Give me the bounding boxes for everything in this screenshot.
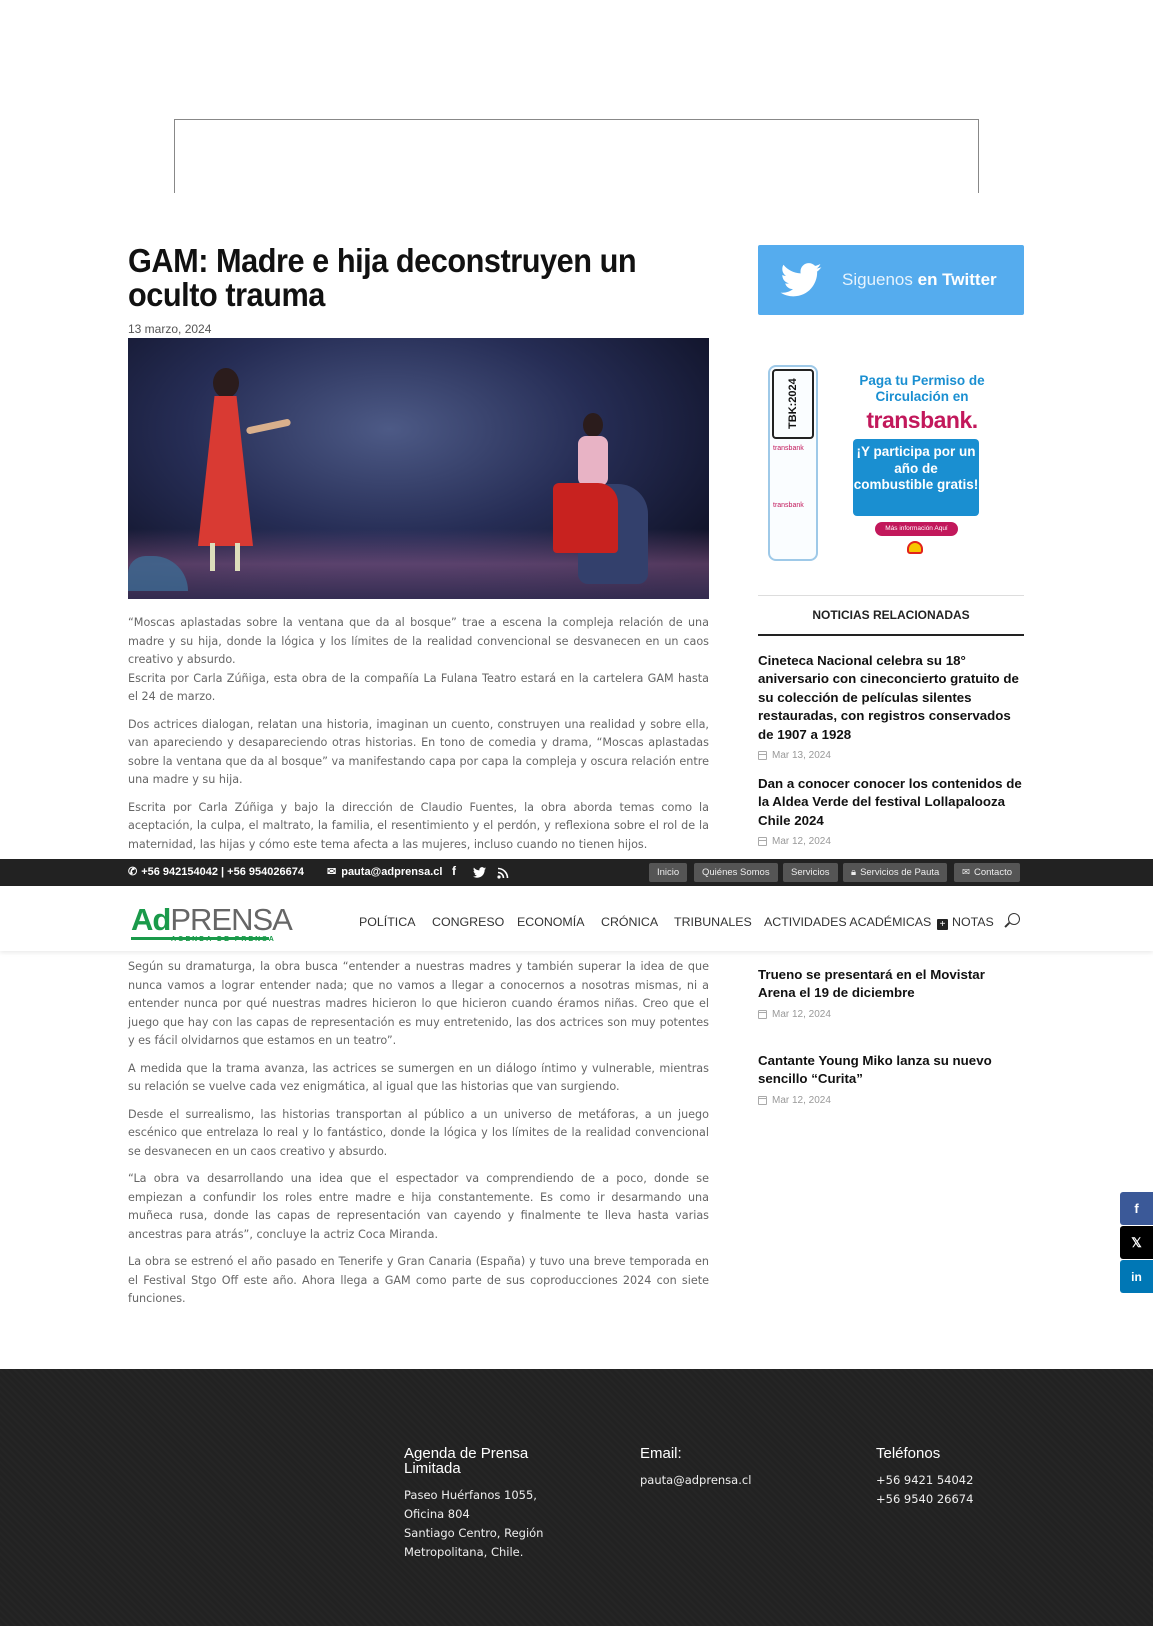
related-news-header: NOTICIAS RELACIONADAS — [758, 595, 1024, 636]
footer-address-line: Metropolitana, Chile. — [404, 1545, 524, 1559]
lock-icon: 🔒︎ — [851, 867, 857, 878]
footer-company — [404, 1446, 554, 1562]
facebook-icon: f — [1134, 1201, 1139, 1216]
nav-congreso[interactable]: CONGRESO — [432, 915, 505, 929]
twitter-follow-button[interactable] — [758, 245, 1024, 315]
shell-logo — [907, 541, 923, 554]
nav-tribunales[interactable]: TRIBUNALES — [674, 915, 752, 929]
contact-email[interactable]: ✉ pauta@adprensa.cl — [327, 865, 443, 878]
paragraph: Escrita por Carla Zúñiga y bajo la dirección de Claudio Fuentes, la obra aborda temas como la aceptación, la culpa, el maltrato, la familia, el resentimiento y el perdón, y reflexiona sobre el rol de la maternidad, las hijas y cómo este tema afecta a las mujeres, incluso cuando no tienen hijos. — [128, 800, 709, 851]
article-date: 13 marzo, 2024 — [128, 322, 212, 336]
phone-brand: transbank — [773, 445, 804, 452]
news-date: Mar 13, 2024 — [772, 750, 831, 762]
calendar-icon — [758, 837, 767, 846]
paragraph: Según su dramaturga, la obra busca “entender a nuestras madres y también superar la idea de que nunca vamos a lograr entender nada; que no vamos a llegar a conocernos a nosotras mismas, ni a entender nunca por qué nuestras madres hicieron lo que hicieron cuando éramos niñas. Creo que el juego que hay con las capas de representación es muy entretenido, las dos actrices son muy potentes y es fácil olvidarnos que estamos en un teatro”. — [128, 960, 709, 1047]
paragraph: Dos actrices dialogan, relatan una historia, imaginan un cuento, construyen una realidad y sobre ella, van apareciendo y desapareciendo otras historias. En tono de comedia y drama, “Moscas aplastadas sobre la ventana que da al bosque” va manifestando capa por capa la compleja y oscura relación entre una madre y su hija. — [128, 717, 709, 786]
news-item[interactable] — [758, 652, 1024, 761]
promo-headline: Paga tu Permiso de Circulación en — [859, 373, 985, 404]
promo-more-info-button[interactable]: Más información Aquí — [875, 522, 958, 536]
linkedin-icon: in — [1131, 1269, 1142, 1284]
footer-phones-title: Teléfonos — [876, 1445, 941, 1462]
rss-icon[interactable] — [497, 867, 509, 879]
twitter-icon — [780, 263, 822, 297]
paragraph: Desde el surrealismo, las historias transportan al público a un universo de metáforas, a un juego escénico que entrelaza lo real y lo fantástico, donde la lógica y los límites de la realidad convencional se desvanecen en un caos creativo y absurdo. — [128, 1107, 709, 1158]
article-photo — [128, 338, 709, 599]
article-title: GAM: Madre e hija deconstruyen un oculto trauma — [128, 242, 637, 313]
topbar-inicio-button[interactable]: Inicio — [649, 863, 687, 882]
topbar-servicios-pauta-button[interactable]: 🔒︎ Servicios de Pauta — [843, 863, 947, 882]
topbar-quienes-somos-button[interactable]: Quiénes Somos — [694, 863, 778, 882]
calendar-icon — [758, 751, 767, 760]
footer-address-line: Paseo Huérfanos 1055, — [404, 1488, 537, 1502]
footer-phones — [876, 1446, 973, 1509]
facebook-icon[interactable]: f — [452, 864, 456, 878]
footer-email-link[interactable]: pauta@adprensa.cl — [640, 1473, 752, 1487]
footer-address-line: Oficina 804 — [404, 1507, 470, 1521]
adprensa-logo[interactable]: AdPRENSA AGENDA DE PRENSA — [131, 902, 292, 943]
news-date: Mar 12, 2024 — [772, 836, 831, 848]
news-title[interactable]: Trueno se presentará en el Movistar Arena el 19 de diciembre — [758, 967, 985, 1001]
nav-economia[interactable]: ECONOMÍA — [517, 915, 585, 929]
topbar-servicios-button[interactable]: Servicios — [783, 863, 838, 882]
calendar-icon — [758, 1096, 767, 1105]
paragraph: “La obra va desarrollando una idea que el espectador va comprendiendo de a poco, donde se empiezan a confundir los roles entre madre e hija constantemente. Es como ir desarmando una muñeca rusa, donde las capas de representación van cayendo y finalmente te lleva hasta varias ancestras para atrás”, concluye la actriz Coca Miranda. — [128, 1172, 709, 1241]
main-navbar — [0, 886, 1153, 951]
footer-phone: +56 9540 26674 — [876, 1492, 974, 1506]
footer-address-line: Santiago Centro, Región — [404, 1526, 544, 1540]
news-date: Mar 12, 2024 — [772, 1008, 831, 1020]
phone-brand: transbank — [773, 502, 804, 509]
envelope-icon: ✉ — [327, 866, 337, 878]
calendar-icon — [758, 1010, 767, 1019]
news-item[interactable] — [758, 1052, 1024, 1106]
paragraph: “Moscas aplastadas sobre la ventana que da al bosque” trae a escena la compleja relación de una madre y su hija, donde la lógica y los límites de la realidad convencional se desvanecen en un caos creativo y absurdo. — [128, 616, 709, 666]
news-item[interactable] — [758, 775, 1024, 847]
nav-cronica[interactable]: CRÓNICA — [601, 915, 659, 929]
paragraph: A medida que la trama avanza, las actrices se sumergen en un diálogo íntimo y vulnerable, mientras su relación se vuelve cada vez enigmática, al igual que las historias que van surgiendo. — [128, 1061, 709, 1093]
footer-phone: +56 9421 54042 — [876, 1473, 974, 1487]
share-facebook-button[interactable] — [1120, 1192, 1153, 1225]
paragraph: Escrita por Carla Zúñiga, esta obra de la compañía La Fulana Teatro estará en la cartelera GAM hasta el 24 de marzo. — [128, 671, 709, 703]
nav-actividades-academicas[interactable]: ACTIVIDADES ACADÉMICAS — [764, 915, 932, 929]
transbank-promo-banner[interactable] — [760, 355, 1018, 565]
news-title[interactable]: Cineteca Nacional celebra su 18° aniversario con cineconcierto gratuito de su colección de películas silentes restauradas, con registros conservados de 1907 a 1928 — [758, 653, 1019, 742]
news-item[interactable] — [758, 966, 1024, 1020]
top-info-bar — [0, 859, 1153, 886]
site-footer — [0, 1369, 1153, 1626]
search-icon[interactable] — [1008, 913, 1020, 925]
promo-brand: transbank. — [866, 407, 978, 433]
x-icon: 𝕏 — [1131, 1234, 1142, 1250]
nav-notas[interactable]: + NOTAS — [937, 915, 994, 930]
promo-offer: ¡Y participa por un año de combustible gratis! — [853, 439, 979, 516]
footer-company-title: Agenda de Prensa Limitada — [404, 1445, 529, 1477]
twitter-follow-label: Siguenos en Twitter — [842, 270, 997, 289]
footer-email — [640, 1446, 751, 1490]
plus-icon: + — [937, 919, 948, 930]
ad-banner-frame — [174, 119, 979, 193]
twitter-icon[interactable] — [473, 867, 486, 878]
logo-tagline: AGENDA DE PRENSA — [171, 936, 276, 943]
paragraph: La obra se estrenó el año pasado en Tenerife y Gran Canaria (España) y tuvo una breve temporada en el Festival Stgo Off este año. Ahora llega a GAM como parte de sus coproducciones 2024 con siete funciones. — [128, 1255, 709, 1305]
share-x-button[interactable] — [1120, 1226, 1153, 1259]
phone-illustration — [768, 365, 818, 561]
news-date: Mar 12, 2024 — [772, 1094, 831, 1106]
topbar-contacto-button[interactable]: ✉ Contacto — [954, 863, 1020, 882]
share-linkedin-button[interactable] — [1120, 1260, 1153, 1293]
article-body-bottom — [128, 958, 709, 1318]
promo-tag: TBK:2024 — [772, 369, 814, 439]
contact-phones: ✆ +56 942154042 | +56 954026674 — [128, 865, 304, 878]
news-title[interactable]: Cantante Young Miko lanza su nuevo sencillo “Curita” — [758, 1053, 992, 1087]
envelope-icon: ✉ — [962, 867, 970, 878]
news-title[interactable]: Dan a conocer conocer los contenidos de la Aldea Verde del festival Lollapalooza Chile 2024 — [758, 776, 1022, 828]
phone-icon: ✆ — [128, 866, 138, 878]
article-body-top — [128, 614, 709, 863]
footer-email-title: Email: — [640, 1445, 682, 1462]
nav-politica[interactable]: POLÍTICA — [359, 915, 416, 929]
